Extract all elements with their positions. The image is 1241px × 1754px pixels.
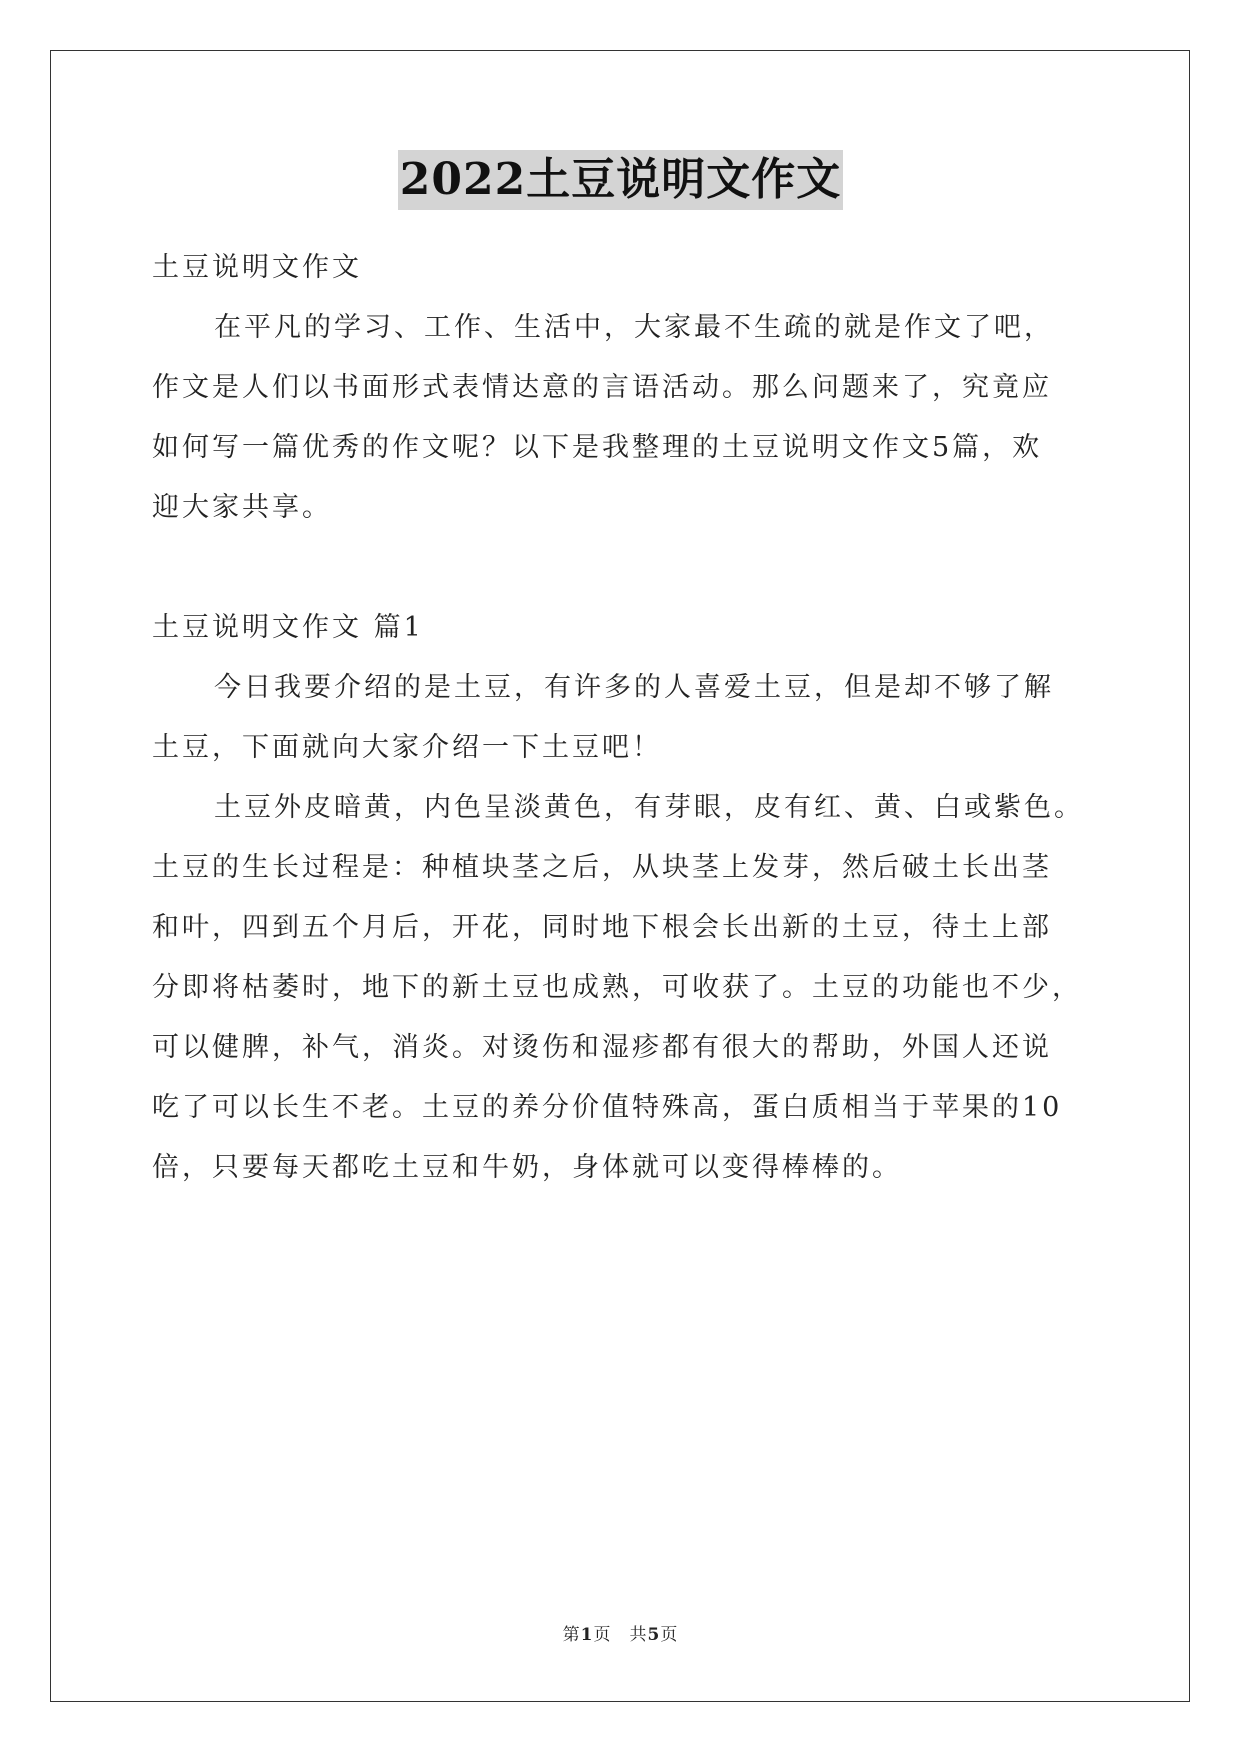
intro-line: 作文是人们以书面形式表情达意的言语活动。那么问题来了，究竟应	[152, 372, 1052, 403]
paragraph-line: 土豆外皮暗黄，内色呈淡黄色，有芽眼，皮有红、黄、白或紫色。	[214, 792, 1084, 823]
page-footer	[0, 1620, 1241, 1645]
page-suffix: 页	[593, 1625, 612, 1645]
page-prefix: 第	[562, 1625, 581, 1645]
total-prefix: 共	[629, 1625, 648, 1645]
paragraph-line: 土豆的生长过程是：种植块茎之后，从块茎上发芽，然后破土长出茎	[152, 852, 1052, 883]
document-title: 2022土豆说明文作文	[398, 150, 843, 210]
total-suffix: 页	[660, 1625, 679, 1645]
intro-line: 在平凡的学习、工作、生活中，大家最不生疏的就是作文了吧，	[214, 312, 1054, 343]
intro-heading: 土豆说明文作文	[152, 252, 362, 283]
paragraph-line: 今日我要介绍的是土豆，有许多的人喜爱土豆，但是却不够了解	[214, 672, 1054, 703]
section-spacer	[152, 538, 1092, 568]
paragraph-line: 分即将枯萎时，地下的新土豆也成熟，可收获了。土豆的功能也不少，	[152, 972, 1082, 1003]
section-heading: 土豆说明文作文 篇1	[152, 612, 424, 643]
paragraph-line: 和叶，四到五个月后，开花，同时地下根会长出新的土豆，待土上部	[152, 912, 1052, 943]
paragraph-line: 倍，只要每天都吃土豆和牛奶，身体就可以变得棒棒的。	[152, 1152, 902, 1183]
title-container	[0, 150, 1241, 210]
current-page-number: 1	[580, 1625, 594, 1645]
total-pages-number: 5	[647, 1625, 661, 1645]
paragraph-line: 可以健脾，补气，消炎。对烫伤和湿疹都有很大的帮助，外国人还说	[152, 1032, 1052, 1063]
intro-line: 如何写一篇优秀的作文呢？以下是我整理的土豆说明文作文5篇，欢	[152, 432, 1043, 463]
section-spacer	[152, 568, 1092, 598]
intro-line: 迎大家共享。	[152, 492, 332, 523]
document-body	[152, 238, 1092, 1198]
paragraph-line: 土豆，下面就向大家介绍一下土豆吧！	[152, 732, 662, 763]
paragraph-line: 吃了可以长生不老。土豆的养分价值特殊高，蛋白质相当于苹果的10	[152, 1092, 1063, 1123]
